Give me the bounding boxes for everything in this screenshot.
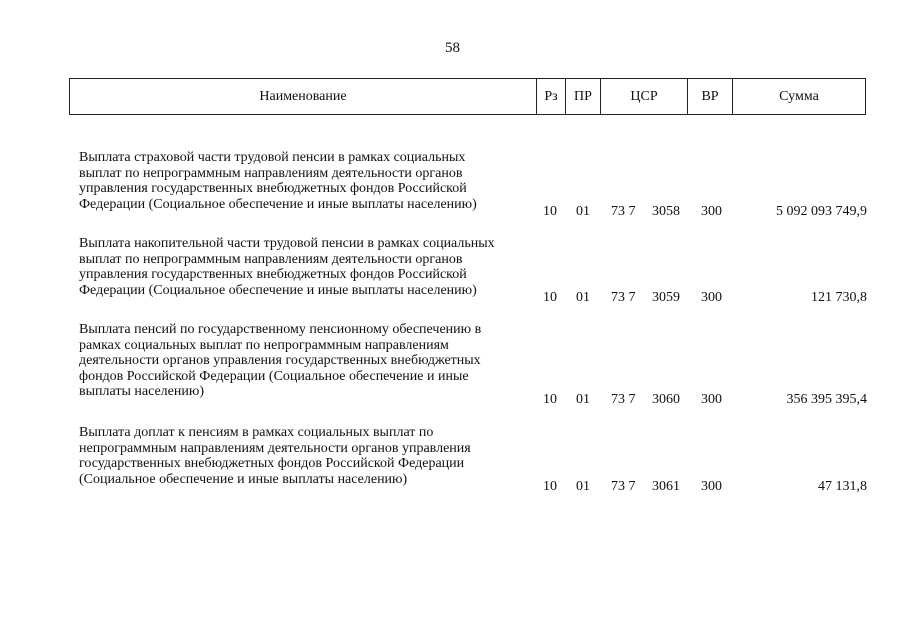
row-rz: 10 [543,290,557,305]
table-header [69,78,866,115]
table-row [79,236,869,306]
row-rz: 10 [543,392,557,407]
page-number: 58 [445,40,460,56]
row-pr: 01 [576,479,590,494]
row-vr: 300 [701,290,722,305]
row-vr: 300 [701,392,722,407]
row-description: Выплата доплат к пенсиям в рамках социальных выплат по непрограммным направлениям деятельности органов управления государственных внебюджетных фондов Российской Федерации (Социальное обеспечение и иные выплаты населению) [79,425,471,487]
row-pr: 01 [576,392,590,407]
row-description: Выплата страховой части трудовой пенсии в рамках социальных выплат по непрограммным направлениям деятельности органов управления государственных внебюджетных фондов Российской Федерации (Социальное обеспечение и иные выплаты населению) [79,150,477,212]
row-csr-code: 3060 [652,392,680,407]
row-rz: 10 [543,204,557,219]
row-csr-code: 3058 [652,204,680,219]
row-csr-program: 73 7 [611,204,636,219]
header-name: Наименование [69,79,536,114]
header-rz: Рз [536,79,565,114]
row-sum: 5 092 093 749,9 [776,204,867,219]
header-csr: ЦСР [600,79,687,114]
row-csr-code: 3061 [652,479,680,494]
row-vr: 300 [701,204,722,219]
row-sum: 121 730,8 [811,290,867,305]
row-vr: 300 [701,479,722,494]
row-sum: 47 131,8 [818,479,867,494]
row-csr-program: 73 7 [611,290,636,305]
row-csr-program: 73 7 [611,479,636,494]
header-sum: Сумма [732,79,866,114]
row-pr: 01 [576,290,590,305]
row-pr: 01 [576,204,590,219]
table-row [79,150,869,220]
row-csr-code: 3059 [652,290,680,305]
row-csr-program: 73 7 [611,392,636,407]
row-sum: 356 395 395,4 [786,392,867,407]
row-rz: 10 [543,479,557,494]
header-vr: ВР [687,79,732,114]
row-description: Выплата накопительной части трудовой пенсии в рамках социальных выплат по непрограммным направлениям деятельности органов управления государственных внебюджетных фондов Российской Федерации (Социальное обеспечение и иные выплаты населению) [79,236,495,298]
row-description: Выплата пенсий по государственному пенсионному обеспечению в рамках социальных выплат по непрограммным направлениям деятельности органов управления государственных внебюджетных фондов Российской Федерации (Социальное обеспечение и иные выплаты населению) [79,322,482,399]
table-row [79,322,869,410]
table-row [79,425,869,495]
header-pr: ПР [565,79,600,114]
